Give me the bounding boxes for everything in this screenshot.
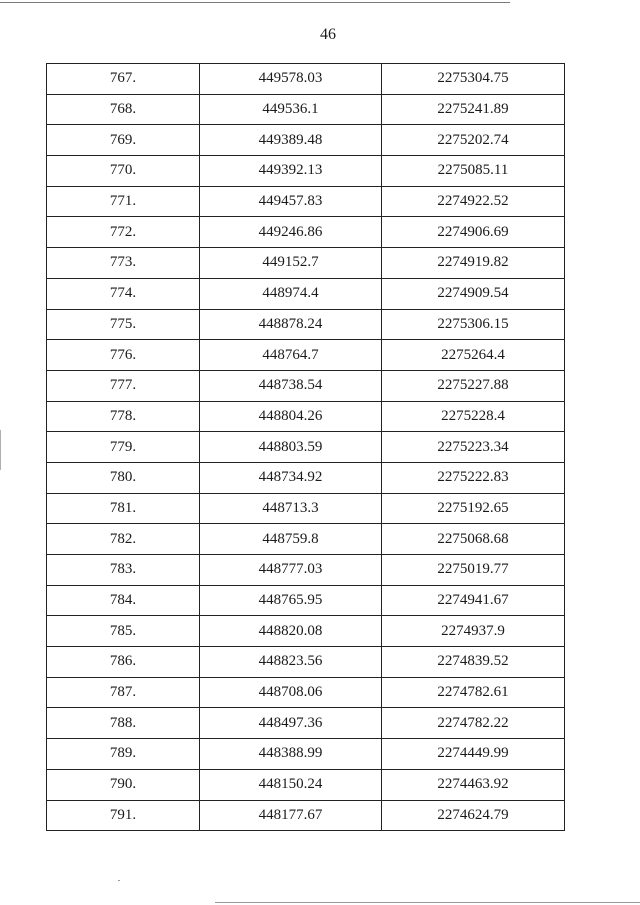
y-coordinate-cell: 2275241.89 — [382, 94, 565, 125]
point-number-cell: 791. — [47, 800, 200, 831]
table-row — [47, 64, 565, 95]
y-coordinate-cell: 2274906.69 — [382, 217, 565, 248]
x-coordinate-cell: 448764.7 — [200, 340, 382, 371]
x-coordinate-cell: 448759.8 — [200, 524, 382, 555]
table-row — [47, 585, 565, 616]
table-row — [47, 769, 565, 800]
y-coordinate-cell: 2274922.52 — [382, 186, 565, 217]
y-coordinate-cell: 2275304.75 — [382, 64, 565, 95]
table-row — [47, 309, 565, 340]
x-coordinate-cell: 448708.06 — [200, 677, 382, 708]
scan-edge-bottom — [215, 902, 640, 903]
table-row — [47, 616, 565, 647]
table-row — [47, 462, 565, 493]
scan-edge-top — [0, 2, 510, 3]
x-coordinate-cell: 448974.4 — [200, 278, 382, 309]
x-coordinate-cell: 448177.67 — [200, 800, 382, 831]
table-row — [47, 186, 565, 217]
point-number-cell: 784. — [47, 585, 200, 616]
point-number-cell: 789. — [47, 739, 200, 770]
x-coordinate-cell: 448803.59 — [200, 432, 382, 463]
table-row — [47, 125, 565, 156]
table-row — [47, 248, 565, 279]
y-coordinate-cell: 2274919.82 — [382, 248, 565, 279]
point-number-cell: 785. — [47, 616, 200, 647]
x-coordinate-cell: 449246.86 — [200, 217, 382, 248]
point-number-cell: 775. — [47, 309, 200, 340]
point-number-cell: 767. — [47, 64, 200, 95]
y-coordinate-cell: 2275019.77 — [382, 555, 565, 586]
x-coordinate-cell: 448765.95 — [200, 585, 382, 616]
scan-edge-left — [0, 430, 1, 470]
point-number-cell: 769. — [47, 125, 200, 156]
table-row — [47, 647, 565, 678]
point-number-cell: 779. — [47, 432, 200, 463]
x-coordinate-cell: 448497.36 — [200, 708, 382, 739]
point-number-cell: 771. — [47, 186, 200, 217]
point-number-cell: 786. — [47, 647, 200, 678]
x-coordinate-cell: 448823.56 — [200, 647, 382, 678]
point-number-cell: 783. — [47, 555, 200, 586]
table-row — [47, 278, 565, 309]
x-coordinate-cell: 449578.03 — [200, 64, 382, 95]
point-number-cell: 782. — [47, 524, 200, 555]
table-row — [47, 432, 565, 463]
y-coordinate-cell: 2274782.61 — [382, 677, 565, 708]
y-coordinate-cell: 2274624.79 — [382, 800, 565, 831]
point-number-cell: 787. — [47, 677, 200, 708]
table-row — [47, 493, 565, 524]
point-number-cell: 772. — [47, 217, 200, 248]
table-row — [47, 800, 565, 831]
y-coordinate-cell: 2274937.9 — [382, 616, 565, 647]
point-number-cell: 773. — [47, 248, 200, 279]
table-row — [47, 156, 565, 187]
x-coordinate-cell: 448777.03 — [200, 555, 382, 586]
y-coordinate-cell: 2274449.99 — [382, 739, 565, 770]
x-coordinate-cell: 449457.83 — [200, 186, 382, 217]
x-coordinate-cell: 448388.99 — [200, 739, 382, 770]
point-number-cell: 781. — [47, 493, 200, 524]
table-row — [47, 708, 565, 739]
x-coordinate-cell: 448713.3 — [200, 493, 382, 524]
table-row — [47, 524, 565, 555]
point-number-cell: 788. — [47, 708, 200, 739]
table-row — [47, 94, 565, 125]
x-coordinate-cell: 448738.54 — [200, 370, 382, 401]
point-number-cell: 774. — [47, 278, 200, 309]
x-coordinate-cell: 448820.08 — [200, 616, 382, 647]
y-coordinate-cell: 2275228.4 — [382, 401, 565, 432]
y-coordinate-cell: 2275227.88 — [382, 370, 565, 401]
y-coordinate-cell: 2275068.68 — [382, 524, 565, 555]
page-number: 46 — [320, 26, 336, 43]
table-row — [47, 677, 565, 708]
y-coordinate-cell: 2275085.11 — [382, 156, 565, 187]
x-coordinate-cell: 448734.92 — [200, 462, 382, 493]
coordinates-table-body — [47, 64, 565, 831]
y-coordinate-cell: 2275222.83 — [382, 462, 565, 493]
scan-speck — [118, 880, 120, 881]
x-coordinate-cell: 448150.24 — [200, 769, 382, 800]
table-row — [47, 739, 565, 770]
point-number-cell: 790. — [47, 769, 200, 800]
x-coordinate-cell: 449389.48 — [200, 125, 382, 156]
table-row — [47, 217, 565, 248]
table-row — [47, 401, 565, 432]
table-row — [47, 370, 565, 401]
x-coordinate-cell: 448804.26 — [200, 401, 382, 432]
y-coordinate-cell: 2274909.54 — [382, 278, 565, 309]
point-number-cell: 768. — [47, 94, 200, 125]
y-coordinate-cell: 2274941.67 — [382, 585, 565, 616]
y-coordinate-cell: 2275264.4 — [382, 340, 565, 371]
point-number-cell: 776. — [47, 340, 200, 371]
y-coordinate-cell: 2275223.34 — [382, 432, 565, 463]
y-coordinate-cell: 2274463.92 — [382, 769, 565, 800]
x-coordinate-cell: 449392.13 — [200, 156, 382, 187]
y-coordinate-cell: 2275192.65 — [382, 493, 565, 524]
coordinates-table — [46, 63, 565, 831]
table-row — [47, 340, 565, 371]
point-number-cell: 780. — [47, 462, 200, 493]
x-coordinate-cell: 449152.7 — [200, 248, 382, 279]
y-coordinate-cell: 2275202.74 — [382, 125, 565, 156]
table-row — [47, 555, 565, 586]
x-coordinate-cell: 448878.24 — [200, 309, 382, 340]
y-coordinate-cell: 2275306.15 — [382, 309, 565, 340]
point-number-cell: 778. — [47, 401, 200, 432]
y-coordinate-cell: 2274782.22 — [382, 708, 565, 739]
point-number-cell: 770. — [47, 156, 200, 187]
x-coordinate-cell: 449536.1 — [200, 94, 382, 125]
point-number-cell: 777. — [47, 370, 200, 401]
y-coordinate-cell: 2274839.52 — [382, 647, 565, 678]
